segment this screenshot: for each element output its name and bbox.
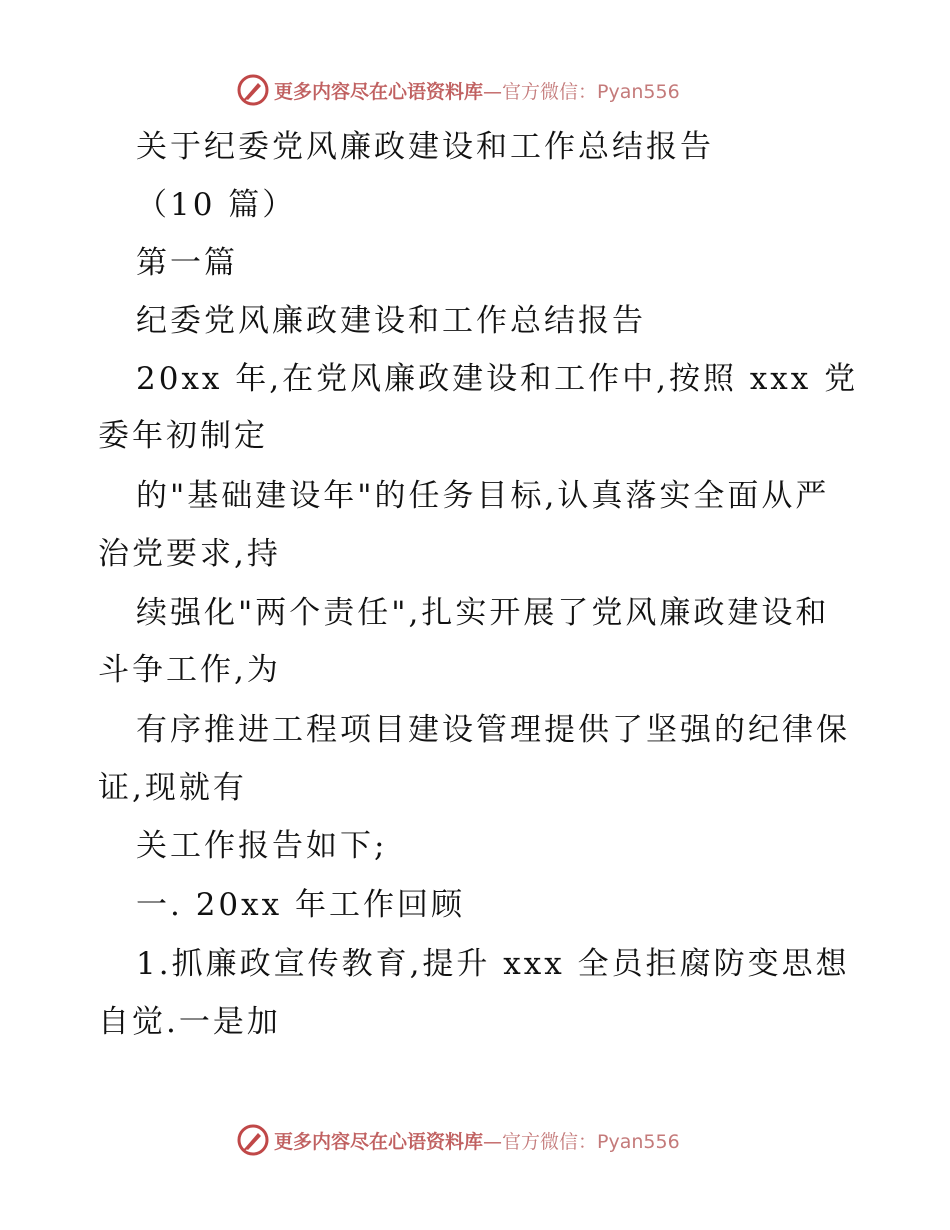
paragraph-line: 证,现就有 bbox=[98, 770, 247, 806]
quill-logo-icon bbox=[236, 1123, 270, 1157]
watermark-wechat-text: 官方微信：Pyan556 bbox=[502, 80, 680, 103]
paragraph-line: 有序推进工程项目建设管理提供了坚强的纪律保 bbox=[136, 712, 850, 748]
quill-logo-icon bbox=[236, 73, 270, 107]
section-title: 纪委党风廉政建设和工作总结报告 bbox=[136, 303, 646, 339]
section-subheading: 一. 20xx 年工作回顾 bbox=[136, 887, 465, 923]
paragraph-line: 20xx 年,在党风廉政建设和工作中,按照 xxx 党 bbox=[136, 361, 859, 397]
paragraph-line: 关工作报告如下; bbox=[136, 828, 388, 864]
watermark-footer bbox=[236, 1122, 716, 1158]
paragraph-line: 委年初制定 bbox=[98, 418, 268, 454]
paragraph-line: 的"基础建设年"的任务目标,认真落实全面从严 bbox=[136, 478, 830, 514]
watermark-header bbox=[236, 72, 716, 108]
paragraph-line: 1.抓廉政宣传教育,提升 xxx 全员拒腐防变思想 bbox=[136, 946, 850, 982]
watermark-main-text: 更多内容尽在心语资料库 bbox=[274, 80, 484, 103]
document-title: 关于纪委党风廉政建设和工作总结报告 bbox=[136, 129, 714, 165]
document-subtitle: （10 篇） bbox=[136, 187, 297, 223]
section-heading: 第一篇 bbox=[136, 245, 238, 281]
watermark-dash: — bbox=[483, 80, 503, 103]
watermark-dash: — bbox=[483, 1130, 503, 1153]
paragraph-line: 自觉.一是加 bbox=[98, 1004, 281, 1040]
paragraph-line: 斗争工作,为 bbox=[98, 652, 281, 688]
watermark-wechat-text: 官方微信：Pyan556 bbox=[502, 1130, 680, 1153]
paragraph-line: 续强化"两个责任",扎实开展了党风廉政建设和 bbox=[136, 595, 830, 631]
paragraph-line: 治党要求,持 bbox=[98, 536, 281, 572]
watermark-main-text: 更多内容尽在心语资料库 bbox=[274, 1130, 484, 1153]
